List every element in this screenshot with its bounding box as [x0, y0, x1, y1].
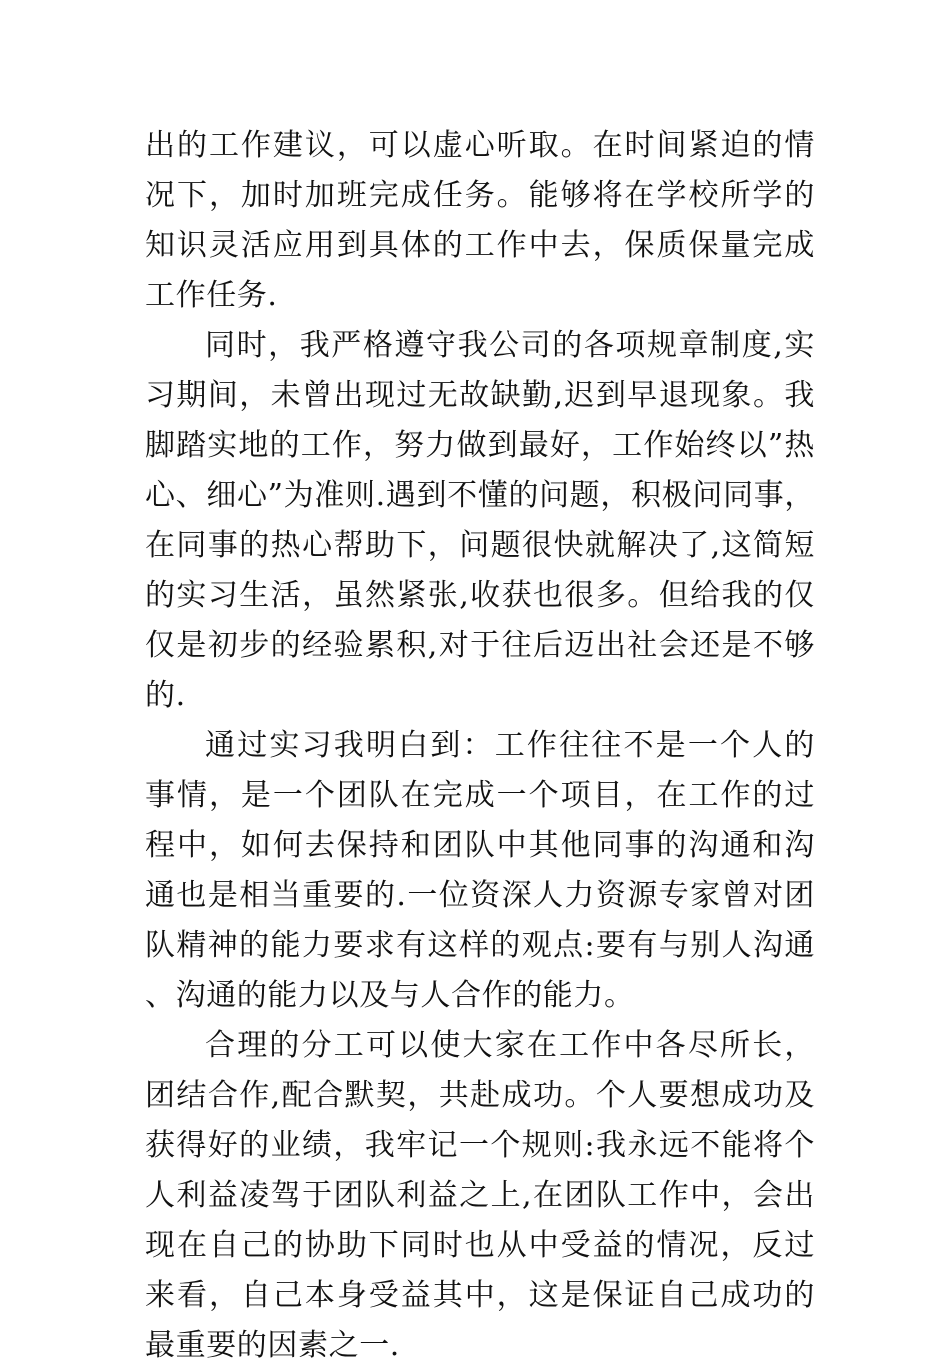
- paragraph-cooperation: 合理的分工可以使大家在工作中各尽所长，团结合作,配合默契，共赴成功。个人要想成功及获得好的业绩，我牢记一个规则:我永远不能将个人利益凌驾于团队利益之上,在团队工作中，会出现在自己的协助下同时也从中受益的情况，反过来看，自己本身受益其中，这是保证自己成功的最重要的因素之一.: [145, 1028, 815, 1363]
- paragraph-discipline: 同时，我严格遵守我公司的各项规章制度,实习期间，未曾出现过无故缺勤,迟到早退现象。我脚踏实地的工作，努力做到最好，工作始终以”热心、细心”为准则.遇到不懂的问题，积极问同事，在同事的热心帮助下，问题很快就解决了,这简短的实习生活，虽然紧张,收获也很多。但给我的仅仅是初步的经验累积,对于往后迈出社会还是不够的.: [145, 328, 815, 713]
- paragraph-teamwork: 通过实习我明白到：工作往往不是一个人的事情，是一个团队在完成一个项目，在工作的过程中，如何去保持和团队中其他同事的沟通和沟通也是相当重要的.一位资深人力资源专家曾对团队精神的能力要求有这样的观点:要有与别人沟通、沟通的能力以及与人合作的能力。: [145, 728, 815, 1013]
- paragraph-continuation: 出的工作建议，可以虚心听取。在时间紧迫的情况下，加时加班完成任务。能够将在学校所学的知识灵活应用到具体的工作中去，保质保量完成工作任务.: [145, 128, 815, 313]
- document-page: [145, 121, 815, 1371]
